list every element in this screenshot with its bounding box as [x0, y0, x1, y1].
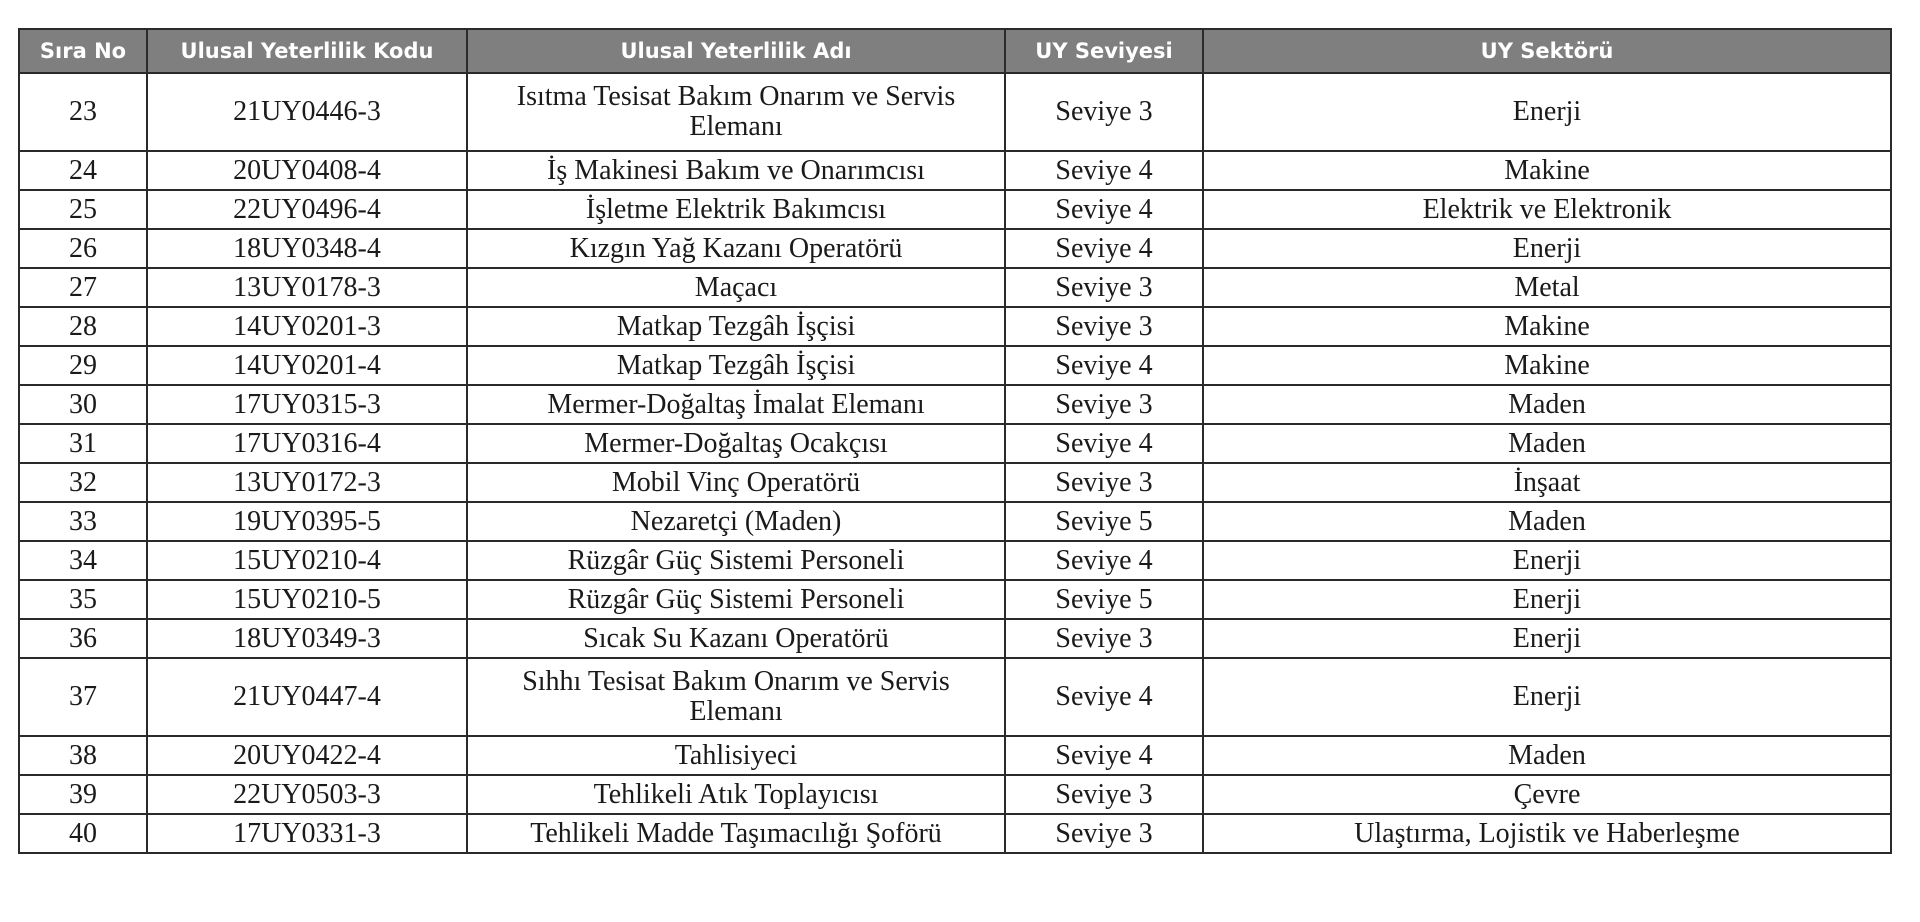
table-body — [19, 73, 1891, 853]
cell-code: 13UY0172-3 — [147, 463, 467, 502]
table-row — [19, 268, 1891, 307]
cell-name: Kızgın Yağ Kazanı Operatörü — [467, 229, 1005, 268]
table-row — [19, 775, 1891, 814]
table-row — [19, 580, 1891, 619]
cell-sector: Metal — [1203, 268, 1891, 307]
cell-no: 28 — [19, 307, 147, 346]
cell-name: Rüzgâr Güç Sistemi Personeli — [467, 580, 1005, 619]
cell-sector: Enerji — [1203, 658, 1891, 736]
header-name: Ulusal Yeterlilik Adı — [467, 29, 1005, 73]
cell-sector: Makine — [1203, 151, 1891, 190]
table-row — [19, 814, 1891, 853]
cell-level: Seviye 3 — [1005, 268, 1203, 307]
cell-level: Seviye 4 — [1005, 424, 1203, 463]
qualifications-table — [18, 28, 1892, 854]
cell-code: 19UY0395-5 — [147, 502, 467, 541]
cell-sector: İnşaat — [1203, 463, 1891, 502]
cell-sector: Maden — [1203, 736, 1891, 775]
cell-level: Seviye 4 — [1005, 151, 1203, 190]
header-code: Ulusal Yeterlilik Kodu — [147, 29, 467, 73]
cell-code: 13UY0178-3 — [147, 268, 467, 307]
cell-level: Seviye 4 — [1005, 346, 1203, 385]
cell-level: Seviye 4 — [1005, 658, 1203, 736]
cell-sector: Maden — [1203, 385, 1891, 424]
cell-name: Mermer-Doğaltaş Ocakçısı — [467, 424, 1005, 463]
table-row — [19, 73, 1891, 151]
cell-code: 17UY0331-3 — [147, 814, 467, 853]
cell-name: Maçacı — [467, 268, 1005, 307]
table-row — [19, 463, 1891, 502]
cell-no: 31 — [19, 424, 147, 463]
cell-no: 29 — [19, 346, 147, 385]
cell-no: 33 — [19, 502, 147, 541]
cell-no: 39 — [19, 775, 147, 814]
table-row — [19, 541, 1891, 580]
cell-code: 14UY0201-3 — [147, 307, 467, 346]
cell-name: Matkap Tezgâh İşçisi — [467, 346, 1005, 385]
table-row — [19, 346, 1891, 385]
table-row — [19, 736, 1891, 775]
cell-sector: Elektrik ve Elektronik — [1203, 190, 1891, 229]
cell-no: 24 — [19, 151, 147, 190]
cell-code: 21UY0446-3 — [147, 73, 467, 151]
header-sira-no: Sıra No — [19, 29, 147, 73]
cell-sector: Ulaştırma, Lojistik ve Haberleşme — [1203, 814, 1891, 853]
cell-code: 20UY0408-4 — [147, 151, 467, 190]
cell-sector: Enerji — [1203, 580, 1891, 619]
cell-sector: Enerji — [1203, 619, 1891, 658]
cell-level: Seviye 3 — [1005, 775, 1203, 814]
cell-no: 25 — [19, 190, 147, 229]
table-header-row — [19, 29, 1891, 73]
cell-name: Nezaretçi (Maden) — [467, 502, 1005, 541]
cell-name: Matkap Tezgâh İşçisi — [467, 307, 1005, 346]
header-level: UY Seviyesi — [1005, 29, 1203, 73]
cell-name: Mermer-Doğaltaş İmalat Elemanı — [467, 385, 1005, 424]
cell-no: 23 — [19, 73, 147, 151]
cell-no: 26 — [19, 229, 147, 268]
cell-code: 20UY0422-4 — [147, 736, 467, 775]
cell-level: Seviye 4 — [1005, 541, 1203, 580]
cell-code: 17UY0316-4 — [147, 424, 467, 463]
cell-no: 38 — [19, 736, 147, 775]
cell-sector: Maden — [1203, 502, 1891, 541]
cell-code: 21UY0447-4 — [147, 658, 467, 736]
cell-code: 22UY0496-4 — [147, 190, 467, 229]
cell-level: Seviye 5 — [1005, 502, 1203, 541]
cell-name: İş Makinesi Bakım ve Onarımcısı — [467, 151, 1005, 190]
table-row — [19, 502, 1891, 541]
cell-level: Seviye 3 — [1005, 463, 1203, 502]
cell-no: 34 — [19, 541, 147, 580]
cell-sector: Enerji — [1203, 229, 1891, 268]
cell-no: 40 — [19, 814, 147, 853]
cell-level: Seviye 3 — [1005, 307, 1203, 346]
cell-no: 36 — [19, 619, 147, 658]
cell-code: 15UY0210-4 — [147, 541, 467, 580]
header-sector: UY Sektörü — [1203, 29, 1891, 73]
cell-name: Tahlisiyeci — [467, 736, 1005, 775]
table-row — [19, 385, 1891, 424]
cell-no: 32 — [19, 463, 147, 502]
cell-name: Rüzgâr Güç Sistemi Personeli — [467, 541, 1005, 580]
cell-code: 17UY0315-3 — [147, 385, 467, 424]
cell-name: Tehlikeli Atık Toplayıcısı — [467, 775, 1005, 814]
cell-no: 35 — [19, 580, 147, 619]
cell-code: 22UY0503-3 — [147, 775, 467, 814]
cell-code: 18UY0349-3 — [147, 619, 467, 658]
cell-level: Seviye 3 — [1005, 385, 1203, 424]
qualifications-table-container — [18, 28, 1890, 854]
cell-name: Sıhhı Tesisat Bakım Onarım ve Servis Elemanı — [467, 658, 1005, 736]
table-row — [19, 190, 1891, 229]
table-row — [19, 658, 1891, 736]
table-row — [19, 307, 1891, 346]
cell-name: Sıcak Su Kazanı Operatörü — [467, 619, 1005, 658]
cell-sector: Makine — [1203, 346, 1891, 385]
cell-name: Isıtma Tesisat Bakım Onarım ve Servis Elemanı — [467, 73, 1005, 151]
cell-sector: Enerji — [1203, 541, 1891, 580]
cell-sector: Enerji — [1203, 73, 1891, 151]
table-row — [19, 229, 1891, 268]
cell-level: Seviye 4 — [1005, 229, 1203, 268]
cell-name: Mobil Vinç Operatörü — [467, 463, 1005, 502]
cell-no: 27 — [19, 268, 147, 307]
table-row — [19, 151, 1891, 190]
cell-level: Seviye 5 — [1005, 580, 1203, 619]
cell-level: Seviye 3 — [1005, 814, 1203, 853]
cell-sector: Maden — [1203, 424, 1891, 463]
cell-code: 14UY0201-4 — [147, 346, 467, 385]
cell-name: İşletme Elektrik Bakımcısı — [467, 190, 1005, 229]
cell-sector: Makine — [1203, 307, 1891, 346]
cell-level: Seviye 3 — [1005, 619, 1203, 658]
table-row — [19, 619, 1891, 658]
cell-code: 18UY0348-4 — [147, 229, 467, 268]
cell-sector: Çevre — [1203, 775, 1891, 814]
cell-level: Seviye 4 — [1005, 190, 1203, 229]
cell-no: 30 — [19, 385, 147, 424]
cell-level: Seviye 4 — [1005, 736, 1203, 775]
table-row — [19, 424, 1891, 463]
cell-code: 15UY0210-5 — [147, 580, 467, 619]
cell-level: Seviye 3 — [1005, 73, 1203, 151]
cell-no: 37 — [19, 658, 147, 736]
cell-name: Tehlikeli Madde Taşımacılığı Şoförü — [467, 814, 1005, 853]
